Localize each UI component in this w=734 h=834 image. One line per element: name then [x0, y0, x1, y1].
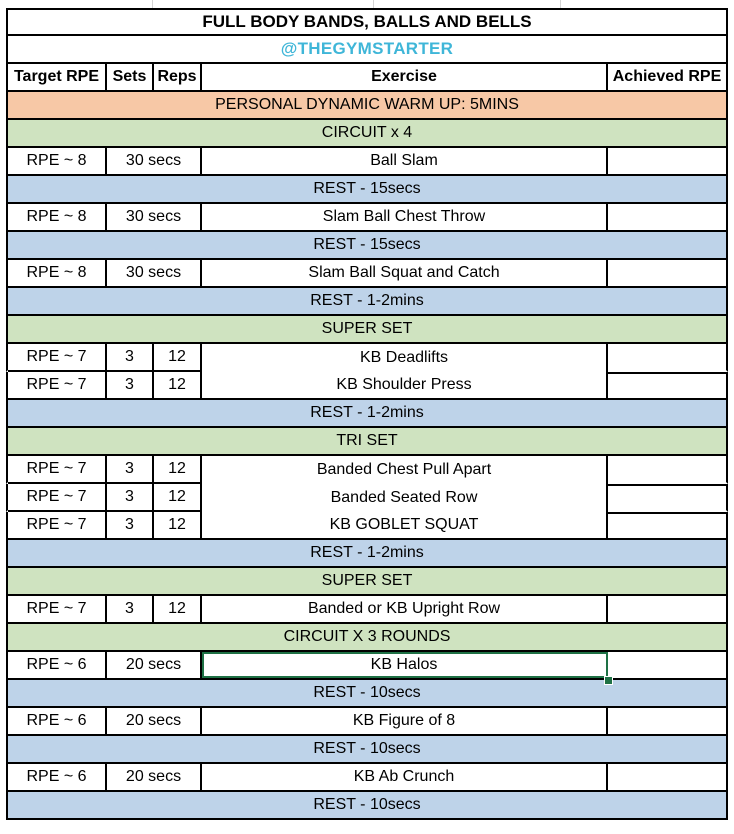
target-rpe-cell[interactable]: RPE ~ 8: [8, 204, 107, 230]
exercise-row: [6, 764, 728, 792]
header-reps[interactable]: Reps: [154, 64, 202, 90]
selection-fill-handle[interactable]: [604, 676, 613, 685]
section-row: [6, 624, 728, 652]
exercise-cell[interactable]: Banded Seated Row: [202, 484, 608, 512]
section-label[interactable]: PERSONAL DYNAMIC WARM UP: 5MINS: [215, 96, 519, 113]
reps-cell[interactable]: 12: [154, 372, 202, 398]
exercise-cell[interactable]: KB Shoulder Press: [202, 372, 608, 398]
section-row: [6, 736, 728, 764]
achieved-rpe-cell[interactable]: [608, 344, 726, 374]
exercise-row: [6, 484, 728, 512]
reps-cell[interactable]: 12: [154, 596, 202, 622]
duration-cell[interactable]: 30 secs: [107, 204, 202, 230]
section-row: [6, 120, 728, 148]
achieved-rpe-cell[interactable]: [608, 484, 726, 514]
section-label[interactable]: SUPER SET: [321, 320, 413, 337]
exercise-row: [6, 344, 728, 372]
section-row: [6, 540, 728, 568]
section-row: [6, 176, 728, 204]
achieved-rpe-cell[interactable]: [608, 372, 726, 398]
achieved-rpe-cell[interactable]: [608, 652, 726, 678]
exercise-cell[interactable]: KB Figure of 8: [202, 708, 608, 734]
exercise-row: [6, 708, 728, 736]
gridline: [373, 0, 374, 8]
sets-cell[interactable]: 3: [107, 596, 154, 622]
exercise-row: [6, 456, 728, 484]
section-row: [6, 316, 728, 344]
reps-cell[interactable]: 12: [154, 512, 202, 538]
duration-cell[interactable]: 20 secs: [107, 764, 202, 790]
duration-cell[interactable]: 30 secs: [107, 260, 202, 286]
reps-cell[interactable]: 12: [154, 456, 202, 484]
duration-cell[interactable]: 30 secs: [107, 148, 202, 174]
sets-cell[interactable]: 3: [107, 484, 154, 512]
target-rpe-cell[interactable]: RPE ~ 7: [8, 484, 107, 512]
section-row: [6, 568, 728, 596]
sets-cell[interactable]: 3: [107, 456, 154, 484]
handle-row: [6, 36, 728, 64]
header-achieved-rpe[interactable]: Achieved RPE: [612, 68, 722, 85]
achieved-rpe-cell[interactable]: [608, 456, 726, 486]
target-rpe-cell[interactable]: RPE ~ 7: [8, 456, 107, 484]
section-label[interactable]: REST - 1-2mins: [310, 404, 424, 421]
exercise-row: [6, 148, 728, 176]
target-rpe-cell[interactable]: RPE ~ 7: [8, 596, 107, 622]
exercise-row: [6, 204, 728, 232]
gridline: [560, 0, 561, 8]
exercise-cell[interactable]: KB Ab Crunch: [202, 764, 608, 790]
header-target-rpe[interactable]: Target RPE: [8, 64, 107, 90]
reps-cell[interactable]: 12: [154, 484, 202, 512]
header-exercise[interactable]: Exercise: [202, 64, 608, 90]
title-row: [6, 8, 728, 36]
exercise-cell[interactable]: Ball Slam: [202, 148, 608, 174]
target-rpe-cell[interactable]: RPE ~ 7: [8, 512, 107, 538]
exercise-row: [6, 260, 728, 288]
section-row: [6, 288, 728, 316]
exercise-row: [6, 652, 728, 680]
section-row: [6, 400, 728, 428]
target-rpe-cell[interactable]: RPE ~ 6: [8, 764, 107, 790]
target-rpe-cell[interactable]: RPE ~ 6: [8, 652, 107, 678]
section-row: [6, 428, 728, 456]
section-row: [6, 680, 728, 708]
exercise-cell[interactable]: KB Halos: [202, 652, 608, 678]
header-row: [6, 64, 728, 92]
section-row: [6, 92, 728, 120]
sets-cell[interactable]: 3: [107, 512, 154, 538]
target-rpe-cell[interactable]: RPE ~ 7: [8, 344, 107, 372]
section-label[interactable]: TRI SET: [336, 432, 398, 449]
section-label[interactable]: REST - 15secs: [313, 236, 421, 253]
section-label[interactable]: CIRCUIT x 4: [321, 124, 413, 141]
section-label[interactable]: REST - 10secs: [313, 740, 421, 757]
section-row: [6, 792, 728, 820]
sets-cell[interactable]: 3: [107, 372, 154, 398]
section-label[interactable]: REST - 10secs: [313, 684, 421, 701]
section-label[interactable]: REST - 15secs: [313, 180, 421, 197]
achieved-rpe-cell[interactable]: [608, 596, 726, 622]
achieved-rpe-cell[interactable]: [608, 148, 726, 174]
sheet-title[interactable]: FULL BODY BANDS, BALLS AND BELLS: [202, 12, 532, 31]
exercise-cell[interactable]: Slam Ball Squat and Catch: [202, 260, 608, 286]
exercise-row: [6, 596, 728, 624]
exercise-row: [6, 372, 728, 400]
target-rpe-cell[interactable]: RPE ~ 8: [8, 260, 107, 286]
exercise-cell[interactable]: Slam Ball Chest Throw: [202, 204, 608, 230]
target-rpe-cell[interactable]: RPE ~ 6: [8, 708, 107, 734]
exercise-cell[interactable]: Banded Chest Pull Apart: [202, 456, 608, 484]
duration-cell[interactable]: 20 secs: [107, 708, 202, 734]
section-label[interactable]: REST - 1-2mins: [310, 544, 424, 561]
gridline: [152, 0, 153, 8]
section-label[interactable]: REST - 10secs: [313, 796, 421, 813]
exercise-row: [6, 512, 728, 540]
section-row: [6, 232, 728, 260]
achieved-rpe-cell[interactable]: [608, 708, 726, 734]
target-rpe-cell[interactable]: RPE ~ 8: [8, 148, 107, 174]
achieved-rpe-cell[interactable]: [608, 204, 726, 230]
section-label[interactable]: CIRCUIT X 3 ROUNDS: [283, 628, 451, 645]
header-sets[interactable]: Sets: [107, 64, 154, 90]
target-rpe-cell[interactable]: RPE ~ 7: [8, 372, 107, 398]
exercise-cell[interactable]: KB Deadlifts: [202, 344, 608, 372]
exercise-cell[interactable]: Banded or KB Upright Row: [202, 596, 608, 622]
social-handle[interactable]: @THEGYMSTARTER: [280, 39, 454, 58]
achieved-rpe-cell[interactable]: [608, 260, 726, 286]
sets-cell[interactable]: 3: [107, 344, 154, 372]
exercise-cell[interactable]: KB GOBLET SQUAT: [202, 512, 608, 538]
duration-cell[interactable]: 20 secs: [107, 652, 202, 678]
section-label[interactable]: REST - 1-2mins: [310, 292, 424, 309]
achieved-rpe-cell[interactable]: [608, 764, 726, 790]
reps-cell[interactable]: 12: [154, 344, 202, 372]
achieved-rpe-cell[interactable]: [608, 512, 726, 538]
section-label[interactable]: SUPER SET: [321, 572, 413, 589]
